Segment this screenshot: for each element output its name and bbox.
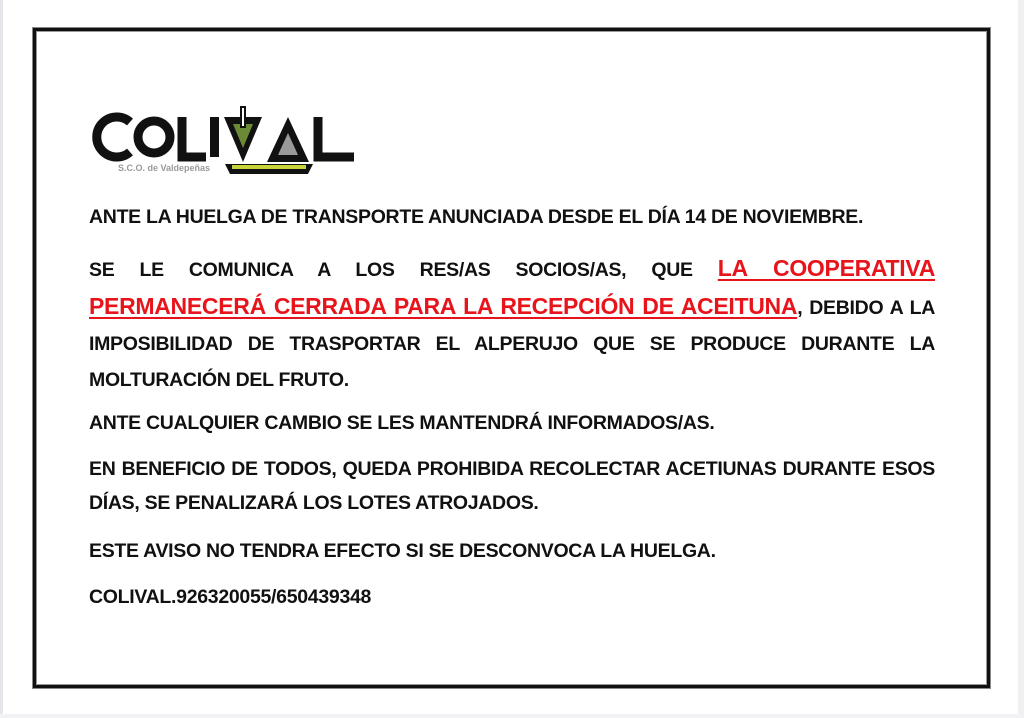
colival-logo bbox=[92, 100, 362, 180]
bottom-edge-strip bbox=[0, 714, 1024, 718]
closure-reason: , DEBIDO A LA IMPOSIBILIDAD DE TRASPORTAR EL ALPERUJO QUE SE PRODUCE DURANTE LA MOLTURACIÓN DEL FRUTO. bbox=[89, 297, 935, 391]
closure-highlight: LA COOPERATIVA PERMANECERÁ CERRADA PARA LA RECEPCIÓN DE ACEITUNA bbox=[89, 255, 936, 319]
strike-cancel-notice: ESTE AVISO NO TENDRA EFECTO SI SE DESCONVOCA LA HUELGA. bbox=[89, 540, 716, 562]
left-edge-strip bbox=[0, 0, 3, 718]
contact-phones: COLIVAL.926320055/650439348 bbox=[89, 586, 372, 608]
right-edge-strip bbox=[1018, 0, 1024, 718]
closure-intro: SE LE COMUNICA A LOS RES/AS SOCIOS/AS, QUE bbox=[89, 259, 718, 281]
closure-paragraph bbox=[89, 250, 935, 398]
changes-notice: ANTE CUALQUIER CAMBIO SE LES MANTENDRÁ INFORMADOS/AS. bbox=[89, 412, 715, 434]
strike-announcement: ANTE LA HUELGA DE TRANSPORTE ANUNCIADA DESDE EL DÍA 14 DE NOVIEMBRE. bbox=[89, 206, 864, 228]
harvest-prohibition: EN BENEFICIO DE TODOS, QUEDA PROHIBIDA RECOLECTAR ACETIUNAS DURANTE ESOS DÍAS, SE PENALIZARÁ LOS LOTES ATROJADOS. bbox=[89, 458, 935, 514]
logo-subtitle: S.C.O. de Valdepeñas bbox=[118, 163, 211, 173]
